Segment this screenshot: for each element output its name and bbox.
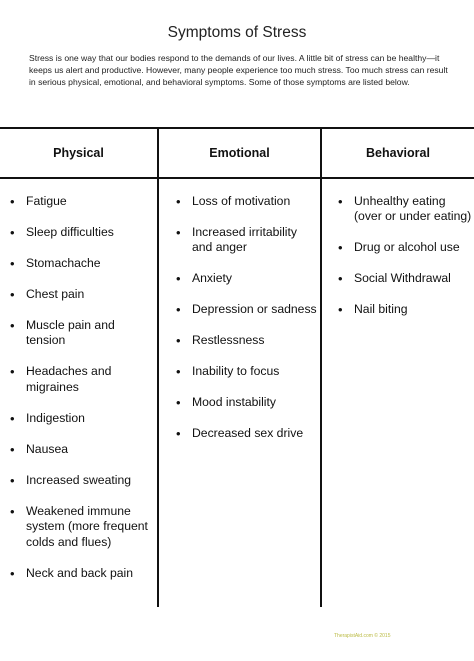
header-behavioral: Behavioral <box>366 146 430 160</box>
header-bottom-rule <box>0 177 474 179</box>
table-top-rule <box>0 127 474 129</box>
column-divider-1 <box>157 127 159 607</box>
physical-symptoms-list <box>10 194 150 597</box>
list-item: • Weakened immune system (more frequent colds and flues) <box>10 504 150 550</box>
list-item: • Muscle pain and tension <box>10 318 150 349</box>
list-item: • Mood instability <box>176 395 318 410</box>
list-item: • Neck and back pain <box>10 566 150 581</box>
emotional-symptoms-list <box>176 194 318 457</box>
list-item: • Fatigue <box>10 194 150 209</box>
list-item: • Inability to focus <box>176 364 318 379</box>
header-emotional: Emotional <box>209 146 270 160</box>
page-title: Symptoms of Stress <box>167 24 307 41</box>
list-item: • Sleep difficulties <box>10 225 150 240</box>
list-item: • Indigestion <box>10 411 150 426</box>
list-item: • Depression or sadness <box>176 302 318 317</box>
header-physical: Physical <box>53 146 104 160</box>
list-item: • Anxiety <box>176 271 318 286</box>
list-item: • Social Withdrawal <box>338 271 472 286</box>
list-item: • Nausea <box>10 442 150 457</box>
list-item: • Headaches and migraines <box>10 364 150 395</box>
list-item: • Unhealthy eating (over or under eating) <box>338 194 472 225</box>
list-item: • Increased sweating <box>10 473 150 488</box>
intro-paragraph: Stress is one way that our bodies respond to the demands of our lives. A little bit of stress can be healthy—it keeps us alert and productive. However, many people experience too much stress. Too much stress can result in serious physical, emotional, and behavioral symptoms. Some of those symptoms are listed below. <box>29 53 448 87</box>
footer-copyright: TherapistAid.com © 2015 <box>334 633 391 639</box>
list-item: • Loss of motivation <box>176 194 318 209</box>
list-item: • Decreased sex drive <box>176 426 318 441</box>
list-item: • Chest pain <box>10 287 150 302</box>
list-item: • Drug or alcohol use <box>338 240 472 255</box>
list-item: • Stomachache <box>10 256 150 271</box>
list-item: • Nail biting <box>338 302 472 317</box>
behavioral-symptoms-list <box>338 194 472 333</box>
column-divider-2 <box>320 127 322 607</box>
list-item: • Increased irritability and anger <box>176 225 318 256</box>
list-item: • Restlessness <box>176 333 318 348</box>
